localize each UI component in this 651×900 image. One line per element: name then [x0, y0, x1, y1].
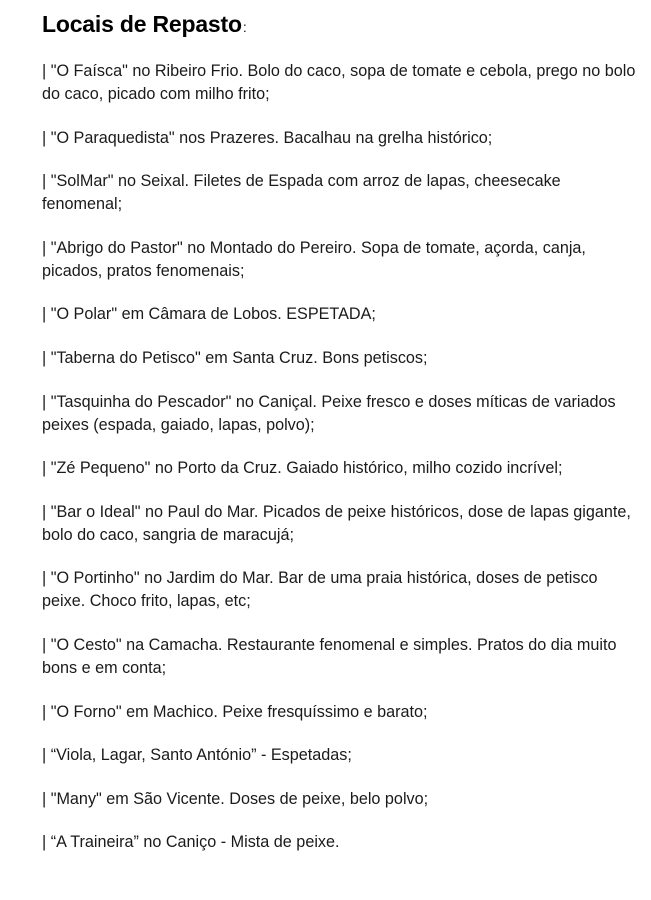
- list-item: | "O Portinho" no Jardim do Mar. Bar de uma praia histórica, doses de petisco peixe. Choco frito, lapas, etc;: [42, 569, 598, 611]
- restaurant-list: [42, 60, 642, 854]
- list-item: | "Taberna do Petisco" em Santa Cruz. Bons petiscos;: [42, 348, 428, 367]
- list-item: | "O Paraquedista" nos Prazeres. Bacalhau na grelha histórico;: [42, 128, 493, 147]
- list-item: | "O Cesto" na Camacha. Restaurante fenomenal e simples. Pratos do dia muito bons e em conta;: [42, 635, 617, 677]
- list-item: | "O Polar" em Câmara de Lobos. ESPETADA;: [42, 305, 376, 324]
- title-colon: :: [242, 19, 247, 35]
- title-row: [42, 8, 642, 52]
- list-item: | “Viola, Lagar, Santo António” - Espetadas;: [42, 746, 352, 765]
- list-item: | "SolMar" no Seixal. Filetes de Espada com arroz de lapas, cheesecake fenomenal;: [42, 172, 561, 214]
- list-item: | "Zé Pequeno" no Porto da Cruz. Gaiado histórico, milho cozido incrível;: [42, 459, 563, 478]
- list-item: | "Many" em São Vicente. Doses de peixe, belo polvo;: [42, 789, 429, 808]
- list-item: | "O Forno" em Machico. Peixe fresquíssimo e barato;: [42, 702, 428, 721]
- list-item: | "O Faísca" no Ribeiro Frio. Bolo do caco, sopa de tomate e cebola, prego no bolo do caco, picado com milho frito;: [42, 62, 636, 103]
- list-item: | “A Traineira” no Caniço - Mista de peixe.: [42, 833, 340, 852]
- list-item: | "Abrigo do Pastor" no Montado do Pereiro. Sopa de tomate, açorda, canja, picados, pratos fenomenais;: [42, 238, 586, 280]
- list-item: | "Tasquinha do Pescador" no Caniçal. Peixe fresco e doses míticas de variados peixes (espada, gaiado, lapas, polvo);: [42, 392, 616, 434]
- page-title: Locais de Repasto: [42, 11, 242, 37]
- document-page: [42, 8, 642, 875]
- list-item: | "Bar o Ideal" no Paul do Mar. Picados de peixe históricos, dose de lapas gigante, bolo do caco, sangria de maracujá;: [42, 502, 631, 544]
